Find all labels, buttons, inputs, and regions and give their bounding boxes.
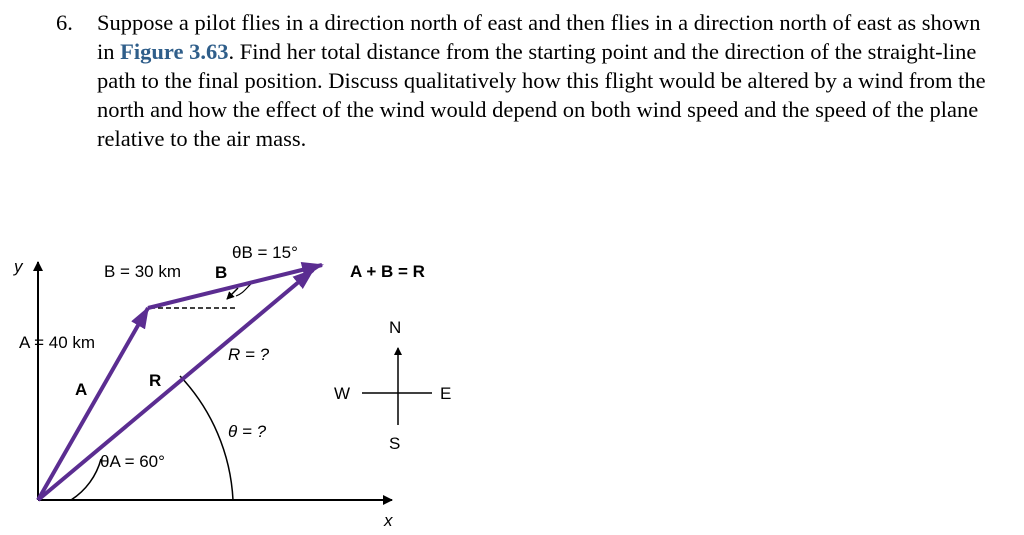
vector-r-label: R <box>149 371 162 390</box>
vector-sum-equation: A + B = R <box>350 262 425 281</box>
problem-text-before: Suppose a pilot flies in a direction north of east and then flies in a direction north of east as shown in <box>97 10 981 64</box>
vector-b-magnitude: B = 30 km <box>104 262 182 281</box>
theta-question-label: θ = ? <box>228 422 267 441</box>
figure-reference-link[interactable]: Figure 3.63 <box>120 39 229 64</box>
compass-west-label: W <box>334 384 351 403</box>
r-question-label: R = ? <box>228 345 270 364</box>
vector-a-label: A <box>75 380 88 399</box>
theta-b-label: θB = 15° <box>232 243 298 262</box>
compass-south-label: S <box>389 434 401 453</box>
problem-text-after: . Find her total distance from the starting point and the direction of the straight-line path to the final position. Discuss qualitatively how this flight would be altered by a wind from the north and how the effect of the wind would depend on both wind speed and the speed of the plane relative to the air mass. <box>97 39 986 151</box>
y-axis-label: y <box>14 257 23 276</box>
theta-arc <box>180 376 233 500</box>
x-axis-label: x <box>384 511 393 530</box>
compass-east-label: E <box>440 384 452 403</box>
theta-a-label: θA = 60° <box>100 452 165 471</box>
vector-a-magnitude: A = 40 km <box>19 333 96 352</box>
compass-north-label: N <box>389 318 402 337</box>
problem-number: 6. <box>56 10 73 35</box>
vector-b-label: B <box>215 263 228 282</box>
theta-a-arc <box>71 459 101 500</box>
